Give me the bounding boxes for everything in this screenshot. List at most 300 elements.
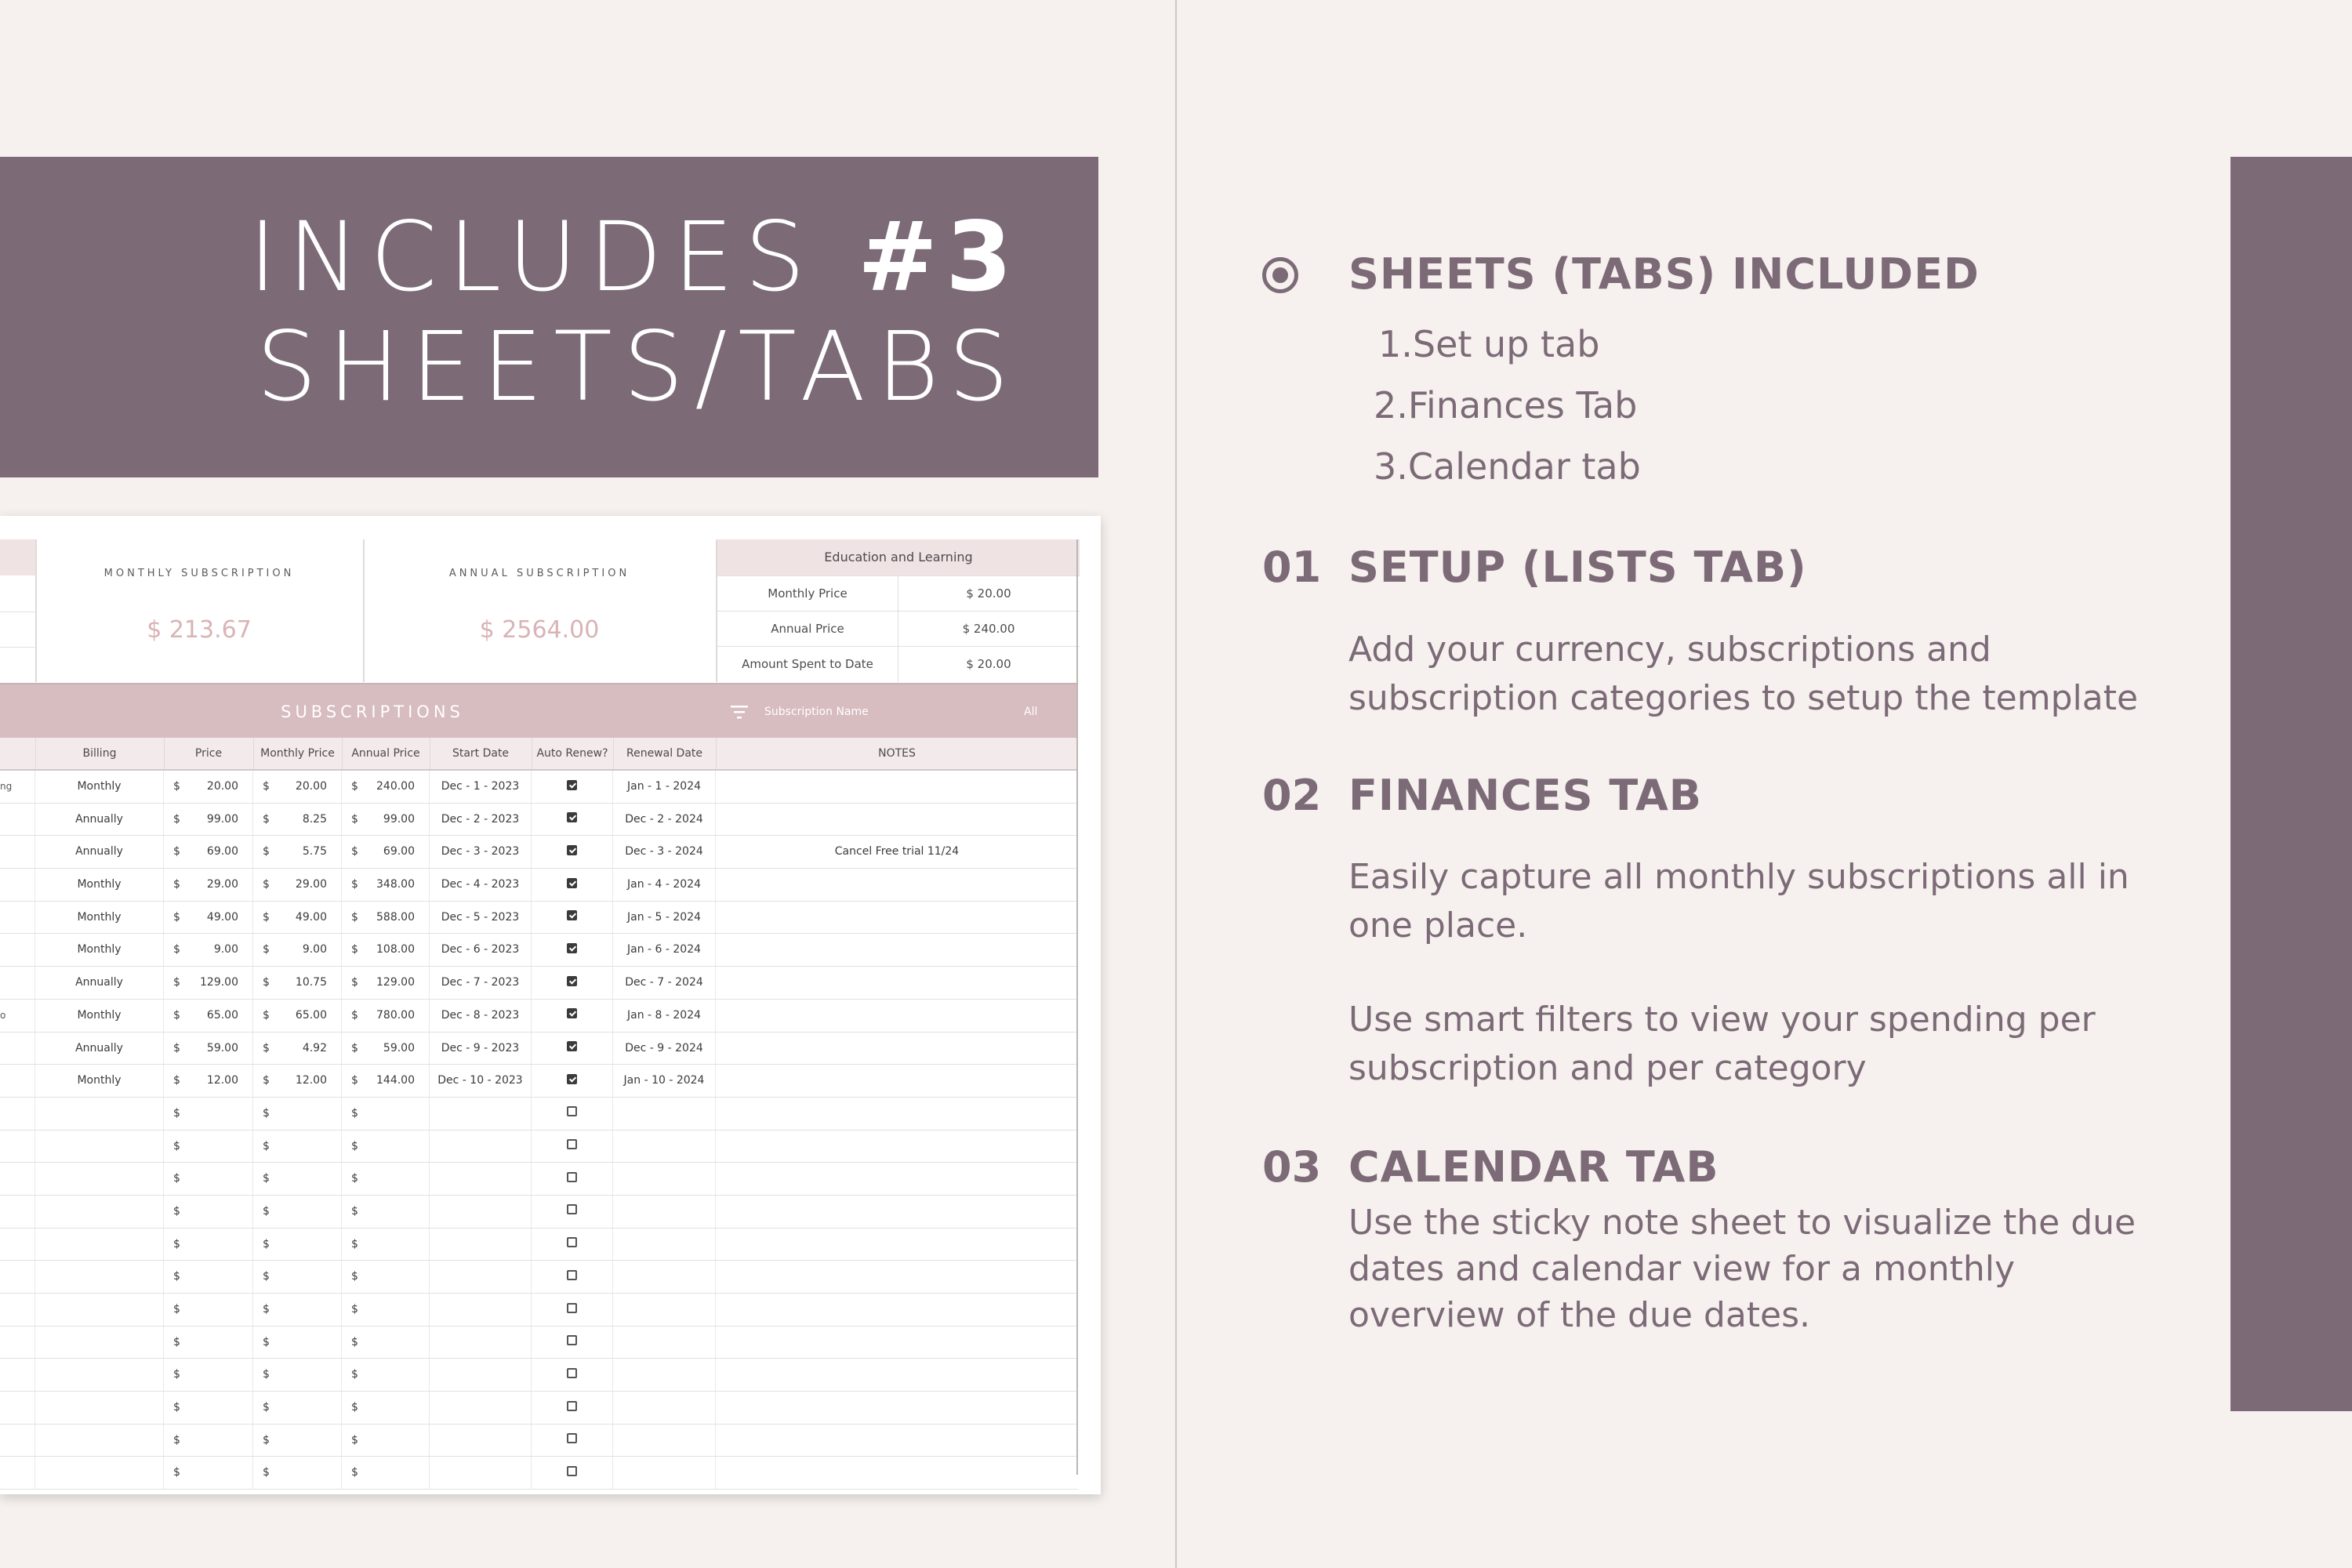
price-cell[interactable] [164, 1163, 253, 1195]
annual-price-cell[interactable] [342, 1033, 430, 1065]
price-cell[interactable] [164, 1359, 253, 1391]
notes-cell[interactable] [716, 1196, 1078, 1228]
annual-price-cell[interactable] [342, 967, 430, 999]
auto-renew-cell[interactable] [532, 869, 613, 901]
renewal-date-cell[interactable] [613, 1261, 716, 1293]
start-date-cell[interactable] [430, 1098, 532, 1130]
currency-symbol: $ [173, 1466, 180, 1479]
auto-renew-checkbox[interactable] [567, 812, 577, 822]
start-date-cell[interactable]: Dec - 2 - 2023 [430, 804, 532, 836]
auto-renew-checkbox[interactable] [567, 1368, 577, 1378]
start-date-cell[interactable] [430, 1457, 532, 1489]
subscription-name-fragment[interactable] [0, 1294, 35, 1326]
category-row-value: $ 240.00 [962, 622, 1015, 636]
tab-list-label: Finances Tab [1407, 384, 1638, 426]
renewal-date-cell[interactable]: Jan - 1 - 2024 [613, 771, 716, 803]
monthly-subscription-value: $ 213.67 [147, 616, 252, 644]
auto-renew-checkbox[interactable] [567, 1074, 577, 1084]
category-row [717, 646, 1080, 682]
notes-cell[interactable] [716, 1229, 1078, 1261]
filter-icon[interactable] [731, 704, 748, 720]
monthly-price-cell[interactable] [253, 1033, 342, 1065]
category-row [717, 575, 1080, 612]
billing-cell[interactable] [35, 1359, 164, 1391]
start-date-cell[interactable]: Dec - 6 - 2023 [430, 934, 532, 966]
subscription-name-fragment[interactable] [0, 1196, 35, 1228]
currency-symbol: $ [351, 1401, 358, 1414]
monthly-price-cell[interactable] [253, 1196, 342, 1228]
sheet-edge [1076, 539, 1078, 1475]
notes-cell[interactable] [716, 1327, 1078, 1359]
decorative-bar [2230, 157, 2352, 1411]
billing-cell[interactable] [35, 1196, 164, 1228]
auto-renew-cell[interactable] [532, 1327, 613, 1359]
auto-renew-checkbox[interactable] [567, 943, 577, 953]
subscription-name-fragment[interactable]: o [0, 1000, 35, 1032]
empty-table-row[interactable] [0, 1327, 1078, 1359]
auto-renew-checkbox[interactable] [567, 1204, 577, 1214]
column-header-notes[interactable]: NOTES [878, 747, 916, 760]
currency-symbol: $ [263, 1204, 270, 1218]
price-cell[interactable] [164, 836, 253, 868]
subscription-name-fragment[interactable] [0, 1229, 35, 1261]
table-row[interactable] [0, 869, 1078, 902]
auto-renew-cell[interactable] [532, 1033, 613, 1065]
annual-price-cell[interactable] [342, 1229, 430, 1261]
renewal-date-cell[interactable]: Dec - 3 - 2024 [613, 836, 716, 868]
notes-cell[interactable] [716, 1000, 1078, 1032]
empty-table-row[interactable] [0, 1163, 1078, 1196]
subscription-name-fragment[interactable] [0, 1163, 35, 1195]
monthly-price-cell[interactable] [253, 1098, 342, 1130]
monthly-price-cell[interactable] [253, 934, 342, 966]
annual-price-cell[interactable] [342, 1131, 430, 1163]
column-header-renewal-date[interactable]: Renewal Date [613, 738, 717, 769]
price-cell[interactable] [164, 1131, 253, 1163]
renewal-date-cell[interactable]: Dec - 2 - 2024 [613, 804, 716, 836]
billing-cell[interactable] [35, 1392, 164, 1424]
auto-renew-checkbox[interactable] [567, 780, 577, 790]
auto-renew-checkbox[interactable] [567, 1303, 577, 1313]
currency-symbol: $ [351, 1106, 358, 1120]
subscription-name-fragment[interactable] [0, 1327, 35, 1359]
table-row[interactable] [0, 771, 1078, 804]
currency-symbol: $ [263, 812, 270, 826]
auto-renew-cell[interactable] [532, 836, 613, 868]
auto-renew-checkbox[interactable] [567, 1335, 577, 1345]
price-cell[interactable] [164, 1196, 253, 1228]
currency-symbol: $ [173, 1074, 180, 1087]
table-row[interactable] [0, 902, 1078, 935]
auto-renew-cell[interactable] [532, 902, 613, 934]
empty-table-row[interactable] [0, 1425, 1078, 1457]
monthly-price-cell[interactable] [253, 836, 342, 868]
annual-price-cell[interactable] [342, 1294, 430, 1326]
price-cell[interactable] [164, 967, 253, 999]
annual-price-cell[interactable] [342, 1359, 430, 1391]
monthly-price-cell[interactable] [253, 771, 342, 803]
annual-price-cell-value: 780.00 [376, 1008, 415, 1022]
auto-renew-cell[interactable] [532, 967, 613, 999]
column-header-annual-price[interactable]: Annual Price [342, 738, 430, 769]
auto-renew-checkbox[interactable] [567, 1139, 577, 1149]
subscription-name-fragment[interactable] [0, 934, 35, 966]
start-date-cell[interactable]: Dec - 8 - 2023 [430, 1000, 532, 1032]
annual-price-cell[interactable] [342, 869, 430, 901]
table-row[interactable] [0, 836, 1078, 869]
empty-table-row[interactable] [0, 1359, 1078, 1392]
billing-cell[interactable] [35, 1294, 164, 1326]
notes-cell[interactable] [716, 1261, 1078, 1293]
annual-price-cell[interactable] [342, 1457, 430, 1489]
auto-renew-cell[interactable] [532, 1261, 613, 1293]
billing-cell[interactable]: Monthly [35, 934, 164, 966]
currency-symbol: $ [263, 1172, 270, 1185]
renewal-date-cell[interactable] [613, 1294, 716, 1326]
price-cell[interactable] [164, 902, 253, 934]
renewal-date-cell[interactable] [613, 1327, 716, 1359]
monthly-price-cell[interactable] [253, 1294, 342, 1326]
auto-renew-checkbox[interactable] [567, 1433, 577, 1443]
auto-renew-cell[interactable] [532, 804, 613, 836]
currency-symbol: $ [263, 1401, 270, 1414]
currency-symbol: $ [351, 1139, 358, 1152]
price-cell-value: 99.00 [206, 812, 238, 826]
subscription-name-fragment[interactable] [0, 1261, 35, 1293]
price-cell[interactable] [164, 771, 253, 803]
notes-cell[interactable] [716, 1033, 1078, 1065]
currency-symbol: $ [173, 1237, 180, 1250]
subscription-name-fragment[interactable] [0, 1065, 35, 1097]
start-date-cell[interactable] [430, 1425, 532, 1457]
billing-cell[interactable] [35, 1261, 164, 1293]
notes-cell[interactable] [716, 1359, 1078, 1391]
tab-list-label: Set up tab [1412, 323, 1600, 365]
start-date-cell[interactable]: Dec - 5 - 2023 [430, 902, 532, 934]
auto-renew-checkbox[interactable] [567, 976, 577, 986]
auto-renew-checkbox[interactable] [567, 1270, 577, 1280]
renewal-date-cell[interactable]: Jan - 10 - 2024 [613, 1065, 716, 1097]
price-cell[interactable] [164, 1425, 253, 1457]
notes-cell[interactable]: Cancel Free trial 11/24 [834, 845, 960, 858]
start-date-cell[interactable]: Dec - 10 - 2023 [430, 1065, 532, 1097]
subscription-name-fragment[interactable] [0, 869, 35, 901]
annual-price-cell[interactable] [342, 804, 430, 836]
category-title[interactable]: Education and Learning [717, 539, 1080, 575]
section-description: Add your currency, subscriptions and subscription categories to setup the template [1348, 630, 2139, 718]
auto-renew-checkbox[interactable] [567, 1106, 577, 1116]
renewal-date-cell[interactable] [613, 1196, 716, 1228]
price-cell[interactable] [164, 1261, 253, 1293]
auto-renew-cell[interactable] [532, 771, 613, 803]
monthly-price-cell[interactable] [253, 1131, 342, 1163]
start-date-cell[interactable] [430, 1359, 532, 1391]
section-number: 01 [1262, 543, 1322, 592]
annual-price-cell[interactable] [342, 836, 430, 868]
monthly-price-cell[interactable] [253, 1327, 342, 1359]
annual-price-cell[interactable] [342, 1065, 430, 1097]
auto-renew-cell[interactable] [532, 1000, 613, 1032]
billing-cell[interactable] [35, 1098, 164, 1130]
auto-renew-checkbox[interactable] [567, 1466, 577, 1476]
billing-cell[interactable]: Monthly [35, 902, 164, 934]
currency-symbol: $ [173, 910, 180, 924]
notes-cell[interactable] [716, 1392, 1078, 1424]
start-date-cell[interactable]: Dec - 4 - 2023 [430, 869, 532, 901]
billing-cell[interactable] [35, 1457, 164, 1489]
monthly-price-cell-value: 65.00 [295, 1008, 327, 1022]
price-cell[interactable] [164, 1033, 253, 1065]
currency-symbol: $ [263, 1335, 270, 1348]
currency-symbol: $ [263, 943, 270, 956]
monthly-price-cell-value: 4.92 [302, 1041, 327, 1054]
renewal-date-cell[interactable]: Dec - 7 - 2024 [613, 967, 716, 999]
monthly-price-cell[interactable] [253, 1000, 342, 1032]
table-row[interactable] [0, 1000, 1078, 1033]
auto-renew-checkbox[interactable] [567, 845, 577, 855]
table-row[interactable] [0, 1033, 1078, 1065]
auto-renew-checkbox[interactable] [567, 1237, 577, 1247]
billing-cell[interactable]: Monthly [35, 1000, 164, 1032]
renewal-date-cell[interactable]: Dec - 9 - 2024 [613, 1033, 716, 1065]
empty-table-row[interactable] [0, 1261, 1078, 1294]
notes-cell[interactable] [716, 1163, 1078, 1195]
annual-price-cell[interactable] [342, 1392, 430, 1424]
monthly-price-cell[interactable] [253, 869, 342, 901]
annual-price-cell-value: 348.00 [376, 878, 415, 891]
price-cell[interactable] [164, 1392, 253, 1424]
price-cell[interactable] [164, 804, 253, 836]
renewal-date-cell[interactable] [613, 1229, 716, 1261]
notes-cell[interactable] [716, 934, 1078, 966]
auto-renew-cell[interactable] [532, 1196, 613, 1228]
monthly-price-cell[interactable] [253, 902, 342, 934]
billing-cell[interactable] [35, 1131, 164, 1163]
empty-table-row[interactable] [0, 1457, 1078, 1490]
monthly-price-cell[interactable] [253, 804, 342, 836]
billing-cell[interactable]: Monthly [35, 869, 164, 901]
notes-cell[interactable] [716, 902, 1078, 934]
currency-symbol: $ [351, 780, 358, 793]
start-date-cell[interactable] [430, 1163, 532, 1195]
subscription-name-fragment[interactable] [0, 1131, 35, 1163]
start-date-cell[interactable] [430, 1392, 532, 1424]
monthly-price-cell[interactable] [253, 1359, 342, 1391]
start-date-cell[interactable]: Dec - 3 - 2023 [430, 836, 532, 868]
currency-symbol: $ [263, 878, 270, 891]
price-cell[interactable] [164, 1065, 253, 1097]
billing-cell[interactable]: Annually [35, 1033, 164, 1065]
renewal-date-cell[interactable] [613, 1131, 716, 1163]
auto-renew-checkbox[interactable] [567, 1041, 577, 1051]
auto-renew-cell[interactable] [532, 1294, 613, 1326]
notes-cell[interactable] [716, 1294, 1078, 1326]
billing-cell[interactable]: Annually [35, 967, 164, 999]
notes-cell[interactable] [716, 869, 1078, 901]
notes-cell[interactable] [716, 771, 1078, 803]
subscription-name-fragment[interactable] [0, 1033, 35, 1065]
billing-cell[interactable] [35, 1229, 164, 1261]
notes-cell[interactable] [716, 1457, 1078, 1489]
start-date-cell[interactable]: Dec - 9 - 2023 [430, 1033, 532, 1065]
subscription-name-fragment[interactable] [0, 1425, 35, 1457]
filter-value[interactable]: All [1024, 706, 1038, 718]
renewal-date-cell[interactable] [613, 1359, 716, 1391]
table-row[interactable] [0, 967, 1078, 1000]
column-header-price[interactable]: Price [164, 738, 254, 769]
section-number: 03 [1262, 1142, 1322, 1192]
monthly-price-cell[interactable] [253, 1457, 342, 1489]
price-cell[interactable] [164, 1000, 253, 1032]
currency-symbol: $ [173, 780, 180, 793]
empty-table-row[interactable] [0, 1098, 1078, 1131]
annual-price-cell-value: 108.00 [376, 943, 415, 956]
currency-symbol: $ [263, 1368, 270, 1381]
monthly-price-cell[interactable] [253, 1425, 342, 1457]
monthly-price-cell-value: 49.00 [295, 910, 327, 924]
start-date-cell[interactable] [430, 1294, 532, 1326]
billing-cell[interactable] [35, 1425, 164, 1457]
subscription-name-fragment[interactable] [0, 836, 35, 868]
annual-subscription-label: ANNUAL SUBSCRIPTION [448, 568, 630, 579]
auto-renew-checkbox[interactable] [567, 1008, 577, 1018]
notes-cell[interactable] [716, 967, 1078, 999]
auto-renew-checkbox[interactable] [567, 1401, 577, 1411]
column-header-auto-renew[interactable]: Auto Renew? [532, 738, 614, 769]
price-cell[interactable] [164, 869, 253, 901]
empty-table-row[interactable] [0, 1131, 1078, 1163]
renewal-date-cell[interactable] [613, 1457, 716, 1489]
billing-cell[interactable]: Annually [35, 804, 164, 836]
billing-cell[interactable]: Monthly [35, 771, 164, 803]
annual-price-cell-value: 129.00 [376, 976, 415, 989]
auto-renew-cell[interactable] [532, 1131, 613, 1163]
auto-renew-cell[interactable] [532, 1392, 613, 1424]
price-cell[interactable] [164, 1098, 253, 1130]
notes-cell[interactable] [716, 1425, 1078, 1457]
annual-price-cell[interactable] [342, 934, 430, 966]
section-title: FINANCES TAB [1348, 771, 1702, 820]
annual-price-cell[interactable] [342, 1327, 430, 1359]
empty-table-row[interactable] [0, 1229, 1078, 1261]
start-date-cell[interactable] [430, 1229, 532, 1261]
start-date-cell[interactable] [430, 1196, 532, 1228]
notes-cell[interactable] [716, 1131, 1078, 1163]
auto-renew-cell[interactable] [532, 1359, 613, 1391]
monthly-price-cell-value: 8.25 [302, 812, 327, 826]
table-row[interactable] [0, 1065, 1078, 1098]
auto-renew-checkbox[interactable] [567, 910, 577, 920]
currency-symbol: $ [351, 1303, 358, 1316]
currency-symbol: $ [173, 1172, 180, 1185]
monthly-price-cell[interactable] [253, 1261, 342, 1293]
monthly-subscription-label: MONTHLY SUBSCRIPTION [103, 568, 295, 579]
currency-symbol: $ [351, 1237, 358, 1250]
renewal-date-cell[interactable]: Jan - 8 - 2024 [613, 1000, 716, 1032]
renewal-date-cell[interactable]: Jan - 4 - 2024 [613, 869, 716, 901]
column-header-billing[interactable]: Billing [35, 738, 165, 769]
annual-price-cell[interactable] [342, 771, 430, 803]
renewal-date-cell[interactable] [613, 1163, 716, 1195]
price-cell[interactable] [164, 934, 253, 966]
currency-symbol: $ [263, 780, 270, 793]
price-cell[interactable] [164, 1229, 253, 1261]
notes-cell[interactable] [716, 1065, 1078, 1097]
start-date-cell[interactable] [430, 1131, 532, 1163]
auto-renew-cell[interactable] [532, 1163, 613, 1195]
price-cell[interactable] [164, 1457, 253, 1489]
monthly-price-cell[interactable] [253, 1229, 342, 1261]
billing-cell[interactable] [35, 1163, 164, 1195]
subscription-name-fragment[interactable]: ng [0, 771, 35, 803]
auto-renew-cell[interactable] [532, 1457, 613, 1489]
filter-label[interactable]: Subscription Name [764, 706, 869, 718]
start-date-cell[interactable] [430, 1261, 532, 1293]
annual-price-cell[interactable] [342, 902, 430, 934]
auto-renew-cell[interactable] [532, 1065, 613, 1097]
annual-price-cell[interactable] [342, 1261, 430, 1293]
subscription-name-fragment[interactable] [0, 902, 35, 934]
notes-cell[interactable] [716, 1098, 1078, 1130]
empty-table-row[interactable] [0, 1196, 1078, 1229]
annual-price-cell[interactable] [342, 1425, 430, 1457]
monthly-price-cell[interactable] [253, 1065, 342, 1097]
renewal-date-cell[interactable]: Jan - 6 - 2024 [613, 934, 716, 966]
subscription-name-fragment[interactable] [0, 1392, 35, 1424]
table-row[interactable] [0, 804, 1078, 837]
billing-cell[interactable] [35, 1327, 164, 1359]
column-header-monthly-price[interactable]: Monthly Price [253, 738, 343, 769]
notes-cell[interactable] [716, 804, 1078, 836]
subscription-name-fragment[interactable] [0, 1457, 35, 1489]
subscription-name-fragment[interactable] [0, 1098, 35, 1130]
column-header-start-date[interactable]: Start Date [430, 738, 532, 769]
annual-price-cell[interactable] [342, 1000, 430, 1032]
monthly-price-cell[interactable] [253, 1392, 342, 1424]
renewal-date-cell[interactable] [613, 1392, 716, 1424]
auto-renew-checkbox[interactable] [567, 878, 577, 888]
auto-renew-cell[interactable] [532, 934, 613, 966]
annual-price-cell[interactable] [342, 1196, 430, 1228]
empty-table-row[interactable] [0, 1294, 1078, 1327]
billing-cell[interactable]: Annually [35, 836, 164, 868]
price-cell[interactable] [164, 1294, 253, 1326]
auto-renew-cell[interactable] [532, 1425, 613, 1457]
monthly-price-cell[interactable] [253, 967, 342, 999]
auto-renew-cell[interactable] [532, 1098, 613, 1130]
auto-renew-checkbox[interactable] [567, 1172, 577, 1182]
price-cell[interactable] [164, 1327, 253, 1359]
billing-cell[interactable]: Monthly [35, 1065, 164, 1097]
renewal-date-cell[interactable] [613, 1098, 716, 1130]
start-date-cell[interactable]: Dec - 7 - 2023 [430, 967, 532, 999]
subscription-name-fragment[interactable] [0, 1359, 35, 1391]
annual-price-cell[interactable] [342, 1098, 430, 1130]
subscription-name-fragment[interactable] [0, 804, 35, 836]
start-date-cell[interactable]: Dec - 1 - 2023 [430, 771, 532, 803]
table-row[interactable] [0, 934, 1078, 967]
empty-table-row[interactable] [0, 1392, 1078, 1425]
annual-price-cell-value: 69.00 [383, 845, 415, 858]
annual-price-cell[interactable] [342, 1163, 430, 1195]
renewal-date-cell[interactable] [613, 1425, 716, 1457]
subscriptions-table-body [0, 771, 1078, 1490]
auto-renew-cell[interactable] [532, 1229, 613, 1261]
start-date-cell[interactable] [430, 1327, 532, 1359]
renewal-date-cell[interactable]: Jan - 5 - 2024 [613, 902, 716, 934]
subscription-name-fragment[interactable] [0, 967, 35, 999]
monthly-price-cell[interactable] [253, 1163, 342, 1195]
